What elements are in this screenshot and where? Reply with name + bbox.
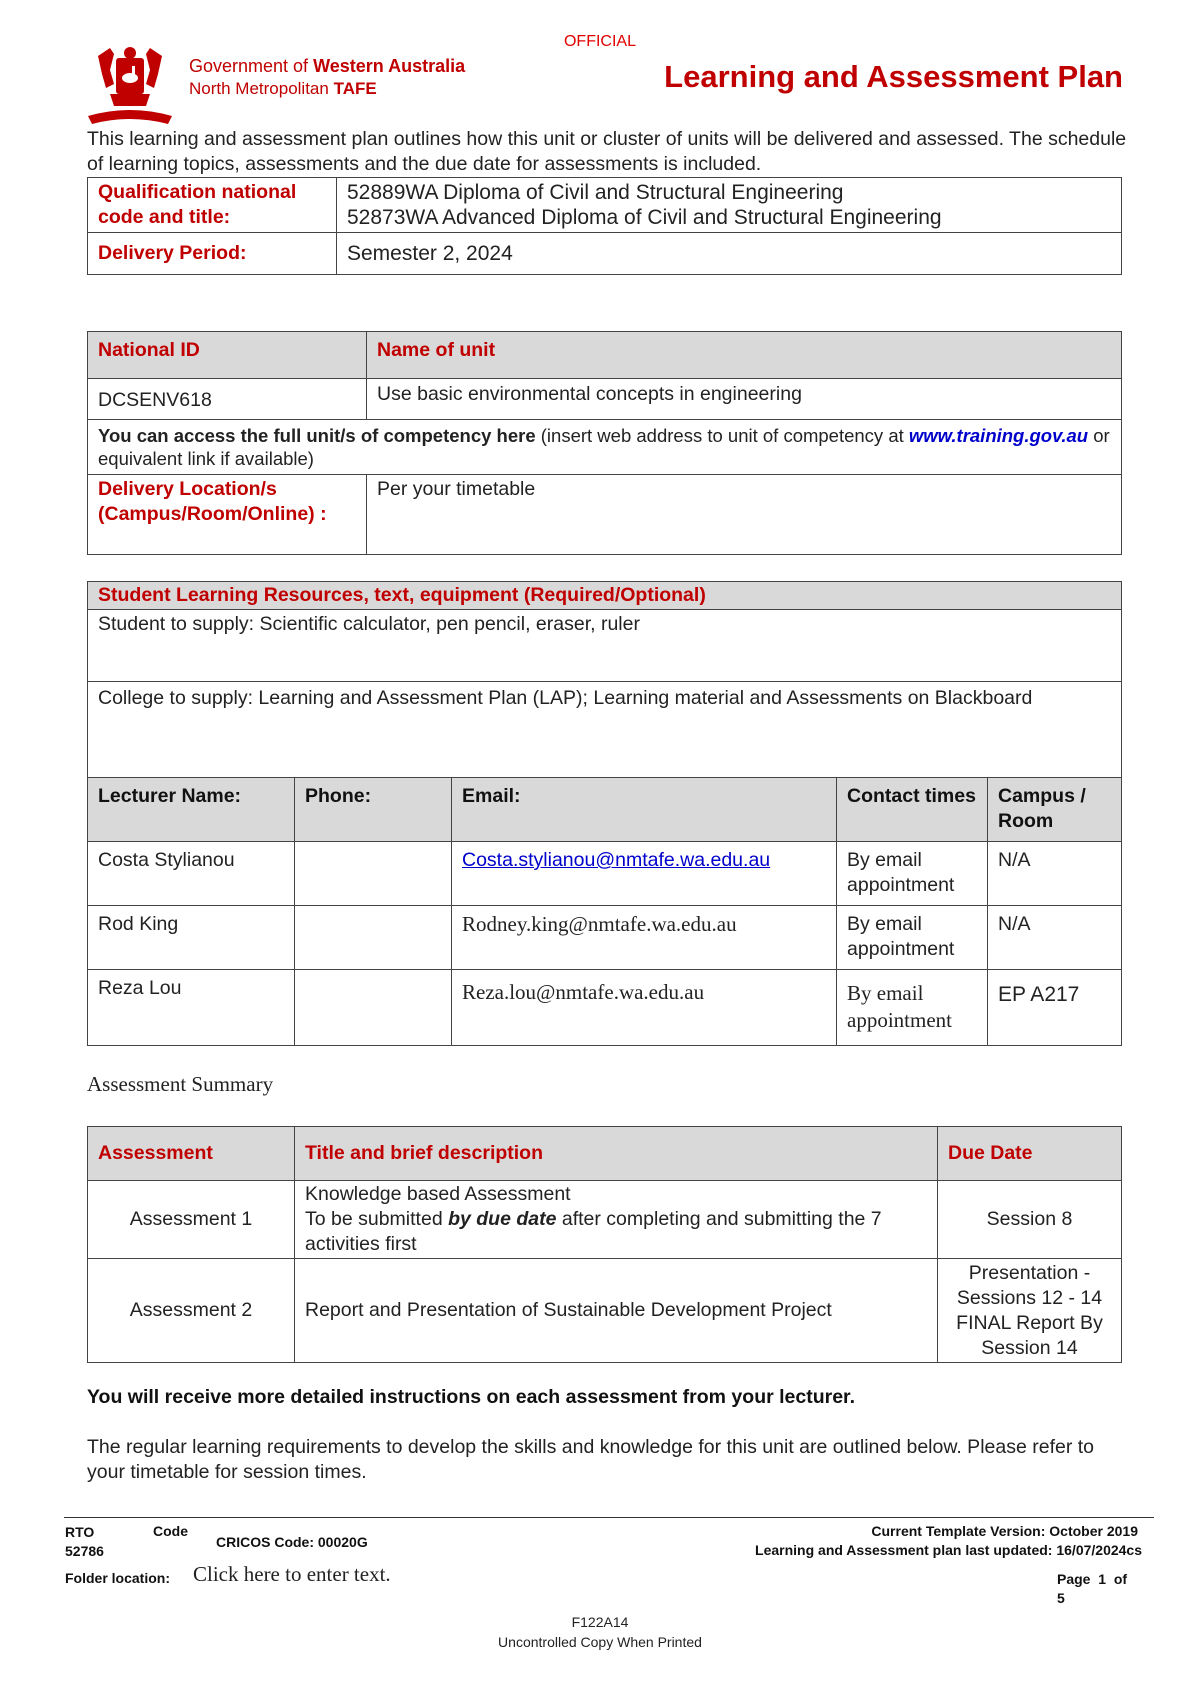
delivery-period-value: Semester 2, 2024 [337, 233, 1122, 275]
lecturer-email: Reza.lou@nmtafe.wa.edu.au [452, 970, 837, 1046]
classification-label: OFFICIAL [563, 33, 636, 50]
lecturer-name: Costa Stylianou [88, 842, 295, 906]
qualification-value [337, 178, 1122, 233]
last-updated: Learning and Assessment plan last updated: 16/07/2024cs [755, 1542, 1142, 1558]
campus-room: EP A217 [988, 970, 1122, 1046]
table-row [88, 970, 1122, 1046]
unit-name-value: Use basic environmental concepts in engineering [367, 379, 1122, 420]
page-number: Page 1 of 5 [1057, 1571, 1128, 1606]
assessment-due-date: Session 8 [938, 1181, 1122, 1259]
resources-table [87, 581, 1122, 1046]
campus-room: N/A [988, 906, 1122, 970]
email-header: Email: [452, 778, 837, 842]
table-row [88, 1181, 1122, 1259]
qualification-label: Qualification national code and title: [88, 178, 337, 233]
lecturer-email: Rodney.king@nmtafe.wa.edu.au [452, 906, 837, 970]
table-row [88, 842, 1122, 906]
college-supply: College to supply: Learning and Assessment Plan (LAP); Learning material and Assessments on Blackboard [88, 682, 1122, 778]
organisation-name: North Metropolitan TAFE [189, 79, 377, 98]
contact-times: By email appointment [837, 970, 988, 1046]
email-link[interactable]: Costa.stylianou@nmtafe.wa.edu.au [462, 849, 771, 871]
template-version: Current Template Version: October 2019 [871, 1523, 1138, 1539]
unit-table [87, 331, 1122, 555]
uncontrolled-copy-note: Uncontrolled Copy When Printed [498, 1634, 702, 1650]
lecturer-name: Reza Lou [88, 970, 295, 1046]
assessment-table [87, 1126, 1122, 1363]
lecturer-email [452, 842, 837, 906]
description-header: Title and brief description [295, 1127, 938, 1181]
training-gov-link[interactable]: www.training.gov.au [908, 425, 1089, 446]
phone-header: Phone: [295, 778, 452, 842]
national-id-value: DCSENV618 [88, 379, 367, 420]
unit-access-note: You can access the full unit/s of competency here (insert web address to unit of competency at www.training.gov.au or equivalent link if available) [88, 420, 1122, 475]
assessment-header: Assessment [88, 1127, 295, 1181]
government-name: Government of Western Australia [189, 56, 466, 76]
lecturer-name-header: Lecturer Name: [88, 778, 295, 842]
national-id-header: National ID [88, 332, 367, 379]
rto-code-label: Code [153, 1523, 188, 1539]
campus-room-header: Campus / Room [988, 778, 1122, 842]
document-title: Learning and Assessment Plan [664, 59, 1123, 94]
contact-times: By email appointment [837, 842, 988, 906]
lecturer-phone [295, 970, 452, 1046]
wa-coat-of-arms-icon [80, 44, 180, 128]
assessment-due-date: Presentation - Sessions 12 - 14 FINAL Report By Session 14 [938, 1259, 1122, 1363]
intro-paragraph: This learning and assessment plan outlines how this unit or cluster of units will be delivered and assessed. The schedule of learning topics, assessments and the due date for assessments is included. [87, 128, 1127, 175]
lecturer-phone [295, 906, 452, 970]
student-supply: Student to supply: Scientific calculator, pen pencil, eraser, ruler [88, 610, 1122, 682]
unit-name-header: Name of unit [367, 332, 1122, 379]
qualification-line-2: 52873WA Advanced Diploma of Civil and Structural Engineering [347, 206, 942, 229]
contact-times: By email appointment [837, 906, 988, 970]
table-row [88, 906, 1122, 970]
assessment-name: Assessment 1 [88, 1181, 295, 1259]
form-code: F122A14 [571, 1614, 629, 1630]
lecturer-name: Rod King [88, 906, 295, 970]
assessment-summary-title: Assessment Summary [87, 1072, 274, 1096]
assessment-description: Report and Presentation of Sustainable Development Project [295, 1259, 938, 1363]
cricos-code: CRICOS Code: 00020G [216, 1534, 368, 1550]
folder-location-label: Folder location: [65, 1570, 170, 1586]
contact-times-header: Contact times [837, 778, 988, 842]
footer-divider [64, 1517, 1154, 1518]
assessment-description: Knowledge based Assessment To be submitted by due date after completing and submitting the 7 activities first [295, 1181, 938, 1259]
delivery-location-label: Delivery Location/s (Campus/Room/Online) : [88, 475, 367, 555]
qualification-table [87, 177, 1122, 275]
delivery-period-label: Delivery Period: [88, 233, 337, 275]
resources-header: Student Learning Resources, text, equipment (Required/Optional) [88, 582, 1122, 610]
lecturer-phone [295, 842, 452, 906]
campus-room: N/A [988, 842, 1122, 906]
assessment-name: Assessment 2 [88, 1259, 295, 1363]
regular-requirements-paragraph: The regular learning requirements to develop the skills and knowledge for this unit are outlined below. Please refer to your timetable for session times. [87, 1436, 1095, 1483]
due-date-header: Due Date [938, 1127, 1122, 1181]
delivery-location-value: Per your timetable [367, 475, 1122, 555]
folder-location-field[interactable]: Click here to enter text. [193, 1562, 391, 1586]
qualification-line-1: 52889WA Diploma of Civil and Structural Engineering [347, 181, 844, 204]
table-row [88, 1259, 1122, 1363]
detailed-instructions-note: You will receive more detailed instructions on each assessment from your lecturer. [87, 1386, 855, 1408]
rto-block: RTO 52786 [65, 1524, 104, 1559]
